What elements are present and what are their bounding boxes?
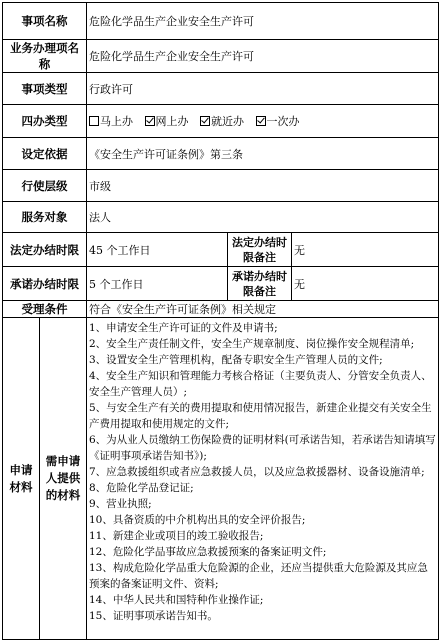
material-item: 8、危险化学品登记证; (89, 482, 194, 494)
legal-limit-note-value: 无 (292, 233, 439, 267)
item-type-label: 事项类型 (3, 73, 87, 105)
material-item: 3、设置安全生产管理机构，配备专职安全生产管理人员的文件; (89, 354, 383, 366)
legal-limit-note-label: 法定办结时限备注 (228, 233, 292, 267)
material-item: 2、安全生产责任制文件，安全生产规章制度、岗位操作安全规程清单; (89, 338, 415, 350)
item-type-value: 行政许可 (87, 73, 439, 105)
material-item: 5、与安全生产有关的费用提取和使用情况报告，新建企业提交有关安全生产费用提取和使用规定的文件; (89, 402, 432, 430)
option-yi-ci-ban[interactable]: 一次办 (256, 115, 300, 128)
target-label: 服务对象 (3, 202, 87, 233)
checkbox-icon[interactable] (200, 116, 210, 126)
materials-label: 申请材料 (3, 318, 40, 640)
material-item: 15、证明事项承诺告知书。 (89, 610, 218, 622)
option-jiu-jin-ban[interactable]: 就近办 (200, 115, 244, 128)
promise-limit-note-label: 承诺办结时限备注 (228, 267, 292, 301)
business-item-name-label: 业务办理项名称 (3, 40, 87, 73)
checkbox-icon[interactable] (256, 116, 266, 126)
basis-value: 《安全生产许可证条例》第三条 (87, 138, 439, 170)
promise-limit-label: 承诺办结时限 (3, 267, 87, 301)
row-level (3, 170, 439, 202)
row-item-type (3, 73, 439, 105)
checkbox-icon[interactable] (89, 116, 99, 126)
option-ma-shang-ban[interactable]: 马上办 (89, 115, 133, 128)
row-conditions (3, 301, 439, 318)
conditions-label: 受理条件 (3, 301, 87, 318)
row-legal-limit (3, 233, 439, 267)
service-guide-table (2, 2, 439, 640)
checkbox-icon[interactable] (145, 116, 155, 126)
material-item: 14、中华人民共和国特种作业操作证; (89, 594, 264, 606)
material-item: 7、应急救援组织或者应急救援人员，以及应急救援器材、设备设施清单; (89, 466, 425, 478)
material-item: 4、安全生产知识和管理能力考核合格证（主要负责人、分管安全负责人、安全生产管理人员）; (89, 370, 432, 398)
promise-limit-note-value: 无 (292, 267, 439, 301)
four-ban-label: 四办类型 (3, 105, 87, 138)
material-item: 13、构成危险化学品重大危险源的企业，还应当提供重大危险源及其应急预案的备案证明文件、资料; (89, 562, 428, 590)
row-target (3, 202, 439, 233)
row-materials (3, 318, 439, 640)
material-item: 6、为从业人员缴纳工伤保险费的证明材料(可承诺告知，若承诺告知请填写《证明事项承诺告知书》); (89, 434, 436, 462)
material-item: 9、营业执照; (89, 498, 152, 510)
row-four-ban (3, 105, 439, 138)
material-item: 10、具备资质的中介机构出具的安全评价报告; (89, 514, 306, 526)
legal-limit-label: 法定办结时限 (3, 233, 87, 267)
promise-limit-value: 5 个工作日 (87, 267, 228, 301)
row-item-name (3, 3, 439, 40)
material-item: 1、申请安全生产许可证的文件及申请书; (89, 322, 278, 334)
materials-list (87, 318, 439, 640)
level-label: 行使层级 (3, 170, 87, 202)
materials-sub-label: 需申请人提供的材料 (40, 318, 87, 640)
target-value: 法人 (87, 202, 439, 233)
row-promise-limit (3, 267, 439, 301)
four-ban-options (87, 105, 439, 138)
item-name-value: 危险化学品生产企业安全生产许可 (87, 3, 439, 40)
row-basis (3, 138, 439, 170)
option-wang-shang-ban[interactable]: 网上办 (145, 115, 189, 128)
legal-limit-value: 45 个工作日 (87, 233, 228, 267)
item-name-label: 事项名称 (3, 3, 87, 40)
level-value: 市级 (87, 170, 439, 202)
basis-label: 设定依据 (3, 138, 87, 170)
row-business-item-name (3, 40, 439, 73)
conditions-value: 符合《安全生产许可证条例》相关规定 (87, 301, 439, 318)
material-item: 11、新建企业或项目的竣工验收报告; (89, 530, 264, 542)
material-item: 12、危险化学品事故应急救援预案的备案证明文件; (89, 546, 327, 558)
business-item-name-value: 危险化学品生产企业安全生产许可 (87, 40, 439, 73)
